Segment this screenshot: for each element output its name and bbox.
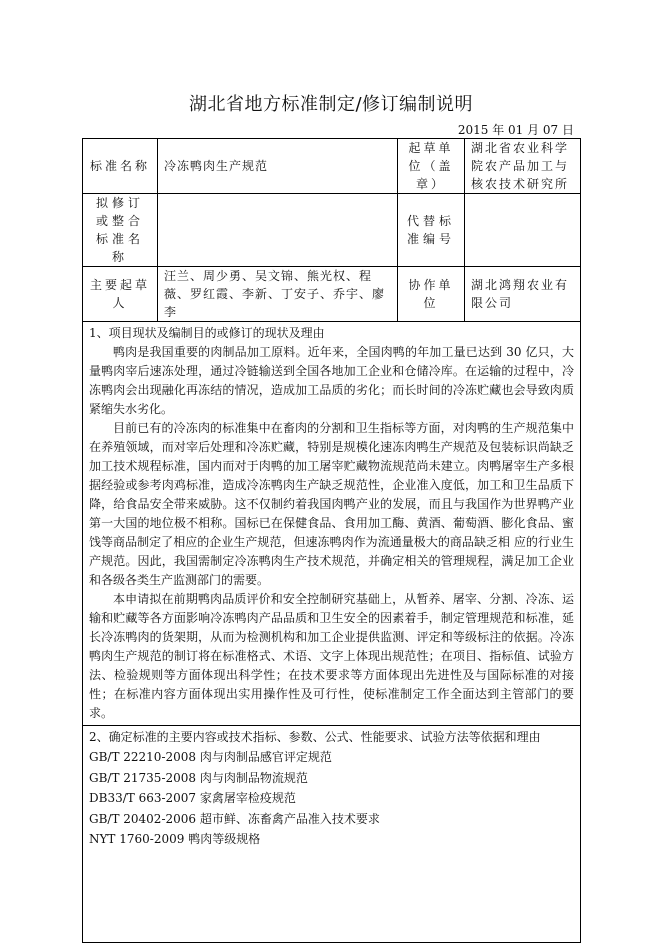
section-2 bbox=[83, 726, 581, 943]
section-2-heading: 2、确定标准的主要内容或技术指标、参数、公式、性能要求、试验方法等依据和理由 bbox=[89, 730, 541, 744]
row-drafters bbox=[83, 267, 581, 322]
reference-standard-item: NYT 1760-2009 鸭肉等级规格 bbox=[89, 832, 261, 846]
drafters-label: 主要起草人 bbox=[83, 267, 158, 322]
row-revise-standard bbox=[83, 194, 581, 267]
drafting-unit-label: 起草单位（盖章） bbox=[398, 139, 465, 194]
reference-standard-item: GB/T 22210-2008 肉与肉制品感官评定规范 bbox=[89, 750, 332, 764]
standard-form-table bbox=[82, 138, 581, 943]
section-1 bbox=[83, 322, 581, 726]
cooperator-label: 协作单位 bbox=[398, 267, 465, 322]
drafting-unit-value: 湖北省农业科学院农产品加工与核农技术研究所 bbox=[465, 139, 581, 194]
replace-standard-value bbox=[465, 194, 581, 267]
reference-standard-item: GB/T 20402-2006 超市鲜、冻畜禽产品准入技术要求 bbox=[89, 811, 380, 826]
row-section-2 bbox=[83, 726, 581, 943]
drafters-value: 汪兰、周少勇、吴文锦、熊光权、程薇、罗红霞、李新、丁安子、乔宇、廖李 bbox=[158, 267, 398, 322]
page-title: 湖北省地方标准制定/修订编制说明 bbox=[188, 94, 474, 115]
replace-standard-label: 代替标准编号 bbox=[398, 194, 465, 267]
section-1-paragraph: 鸭肉是我国重要的肉制品加工原料。近年来，全国肉鸭的年加工量已达到 30 亿只，大量鸭肉宰后速冻处理，通过冷链输送到全国各地加工企业和仓储冷库。在运输的过程中，冷冻鸭肉会出现融化再冻结的情况，造成加工品质的劣化；而长时间的冷冻贮藏也会导致肉质紧缩失水劣化。 bbox=[89, 345, 574, 416]
standard-name-value: 冷冻鸭肉生产规范 bbox=[158, 139, 398, 194]
section-1-heading: 1、项目现状及编制目的或修订的现状及理由 bbox=[89, 326, 325, 340]
row-section-1 bbox=[83, 322, 581, 726]
reference-standard-item: DB33/T 663-2007 家禽屠宰检疫规范 bbox=[89, 791, 296, 805]
row-standard-name bbox=[83, 139, 581, 194]
cooperator-value: 湖北鸿翔农业有限公司 bbox=[465, 267, 581, 322]
standard-name-label: 标准名称 bbox=[83, 139, 158, 194]
revise-standard-label: 拟修订或整合标准名称 bbox=[83, 194, 158, 267]
revise-standard-value bbox=[158, 194, 398, 267]
reference-standard-item: GB/T 21735-2008 肉与肉制品物流规范 bbox=[89, 770, 308, 785]
section-1-paragraph: 目前已有的冷冻肉的标准集中在畜肉的分割和卫生指标等方面，对肉鸭的生产规范集中在养殖领域，而对宰后处理和冷冻贮藏，特别是规模化速冻肉鸭生产规范及包装标识尚缺乏加工技术规程标准，国内而对于肉鸭的加工屠宰贮藏物流规范尚未建立。肉鸭屠宰生产多根据经验或参考肉鸡标准，造成冷冻鸭肉生产缺乏规范性，企业准入度低，加工和卫生品质下降，给食品安全带来威胁。这不仅制约着我国肉鸭产业的发展，而且与我国作为世界鸭产业第一大国的地位极不相称。国标已在保健食品、食用加工酶、黄酒、葡萄酒、膨化食品、蜜饯等商品制定了相应的企业生产规范，但速冻鸭肉作为流通量极大的商品缺乏相 应的行业生产规范。因此，我国需制定冷冻鸭肉生产技术规范，并确定相关的管理规程，满足加工企业和各级各类生产监测部门的需要。 bbox=[89, 421, 574, 587]
document-date: 2015 年 01 月 07 日 bbox=[457, 123, 574, 137]
section-1-paragraph: 本申请拟在前期鸭肉品质评价和安全控制研究基础上，从暂养、屠宰、分割、冷冻、运输和贮藏等各方面影响冷冻鸭肉产品品质和卫生安全的因素着手，制定管理规范和标准，延长冷冻鸭肉的货架期，从而为检测机构和加工企业提供监测、评定和等级标注的依据。冷冻鸭肉生产规范的制订将在标准格式、术语、文字上体现出规范性；在项目、指标值、试验方法、检验规则等方面体现出科学性；在技术要求等方面体现出先进性及与国际标准的对接性；在标准内容方面体现出实用操作性及可行性，使标准制定工作全面达到主管部门的要求。 bbox=[89, 592, 574, 720]
